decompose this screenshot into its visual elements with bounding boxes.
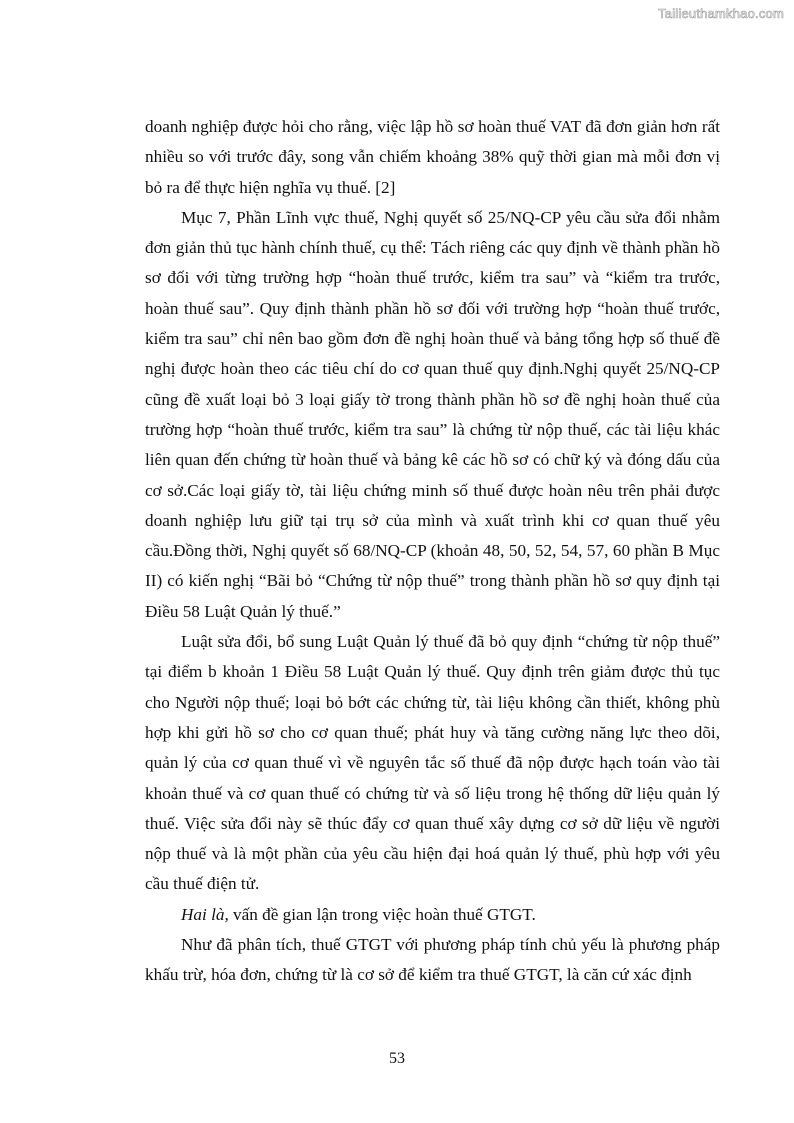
heading-text: vấn đề gian lận trong việc hoàn thuế GTGT. [228, 904, 536, 924]
paragraph-continuation: doanh nghiệp được hỏi cho rằng, việc lập hồ sơ hoàn thuế VAT đã đơn giản hơn rất nhiều so với trước đây, song vẫn chiếm khoảng 38% quỹ thời gian mà mỗi đơn vị bỏ ra để thực hiện nghĩa vụ thuế. [2] [145, 117, 720, 197]
document-body [145, 112, 720, 991]
section-heading-fraud [145, 900, 720, 930]
paragraph-resolution-25: Mục 7, Phần Lĩnh vực thuế, Nghị quyết số 25/NQ-CP yêu cầu sửa đổi nhằm đơn giản thủ tục hành chính thuế, cụ thể: Tách riêng các quy định về thành phần hồ sơ đối với từng trường hợp “hoàn thuế trước, kiểm tra sau” và “kiểm tra trước, hoàn thuế sau”. Quy định thành phần hồ sơ đối với trường hợp “hoàn thuế trước, kiểm tra sau” chỉ nên bao gồm đơn đề nghị hoàn thuế và bảng tổng hợp số thuế đề nghị được hoàn theo các tiêu chí do cơ quan thuế quy định.Nghị quyết 25/NQ-CP cũng đề xuất loại bỏ 3 loại giấy tờ trong thành phần hồ sơ đề nghị hoàn thuế của trường hợp “hoàn thuế trước, kiểm tra sau” là chứng từ nộp thuế, các tài liệu khác liên quan đến chứng từ hoàn thuế và bảng kê các hồ sơ có chữ ký và đóng dấu của cơ sở.Các loại giấy tờ, tài liệu chứng minh số thuế được hoàn nêu trên phải được doanh nghiệp lưu giữ tại trụ sở của mình và xuất trình khi cơ quan thuế yêu cầu.Đồng thời, Nghị quyết số 68/NQ-CP (khoản 48, 50, 52, 54, 57, 60 phần B Mục II) có kiến nghị “Bãi bỏ “Chứng từ nộp thuế” trong thành phần hồ sơ quy định tại Điều 58 Luật Quản lý thuế.” [145, 207, 720, 621]
paragraph-amended-law: Luật sửa đổi, bổ sung Luật Quản lý thuế đã bỏ quy định “chứng từ nộp thuế” tại điểm b khoản 1 Điều 58 Luật Quản lý thuế. Quy định trên giảm được thủ tục cho Người nộp thuế; loại bỏ bớt các chứng từ, tài liệu không cần thiết, không phù hợp khi gửi hồ sơ cho cơ quan thuế; phát huy và tăng cường năng lực theo dõi, quản lý của cơ quan thuế vì về nguyên tắc số thuế đã nộp được hạch toán vào tài khoản thuế và cơ quan thuế có chứng từ và số liệu trong hệ thống dữ liệu quản lý thuế. Việc sửa đổi này sẽ thúc đẩy cơ quan thuế xây dựng cơ sở dữ liệu về người nộp thuế và là một phần của yêu cầu hiện đại hoá quản lý thuế, phù hợp với yêu cầu thuế điện tử. [145, 632, 720, 894]
watermark-text: Tailieuthamkhao.com [658, 6, 784, 21]
page-number: 53 [389, 1050, 405, 1067]
paragraph-vat-analysis: Như đã phân tích, thuế GTGT với phương pháp tính chủ yếu là phương pháp khấu trừ, hóa đơn, chứng từ là cơ sở để kiểm tra thuế GTGT, là căn cứ xác định [145, 935, 720, 985]
heading-ordinal: Hai là, [181, 904, 229, 924]
